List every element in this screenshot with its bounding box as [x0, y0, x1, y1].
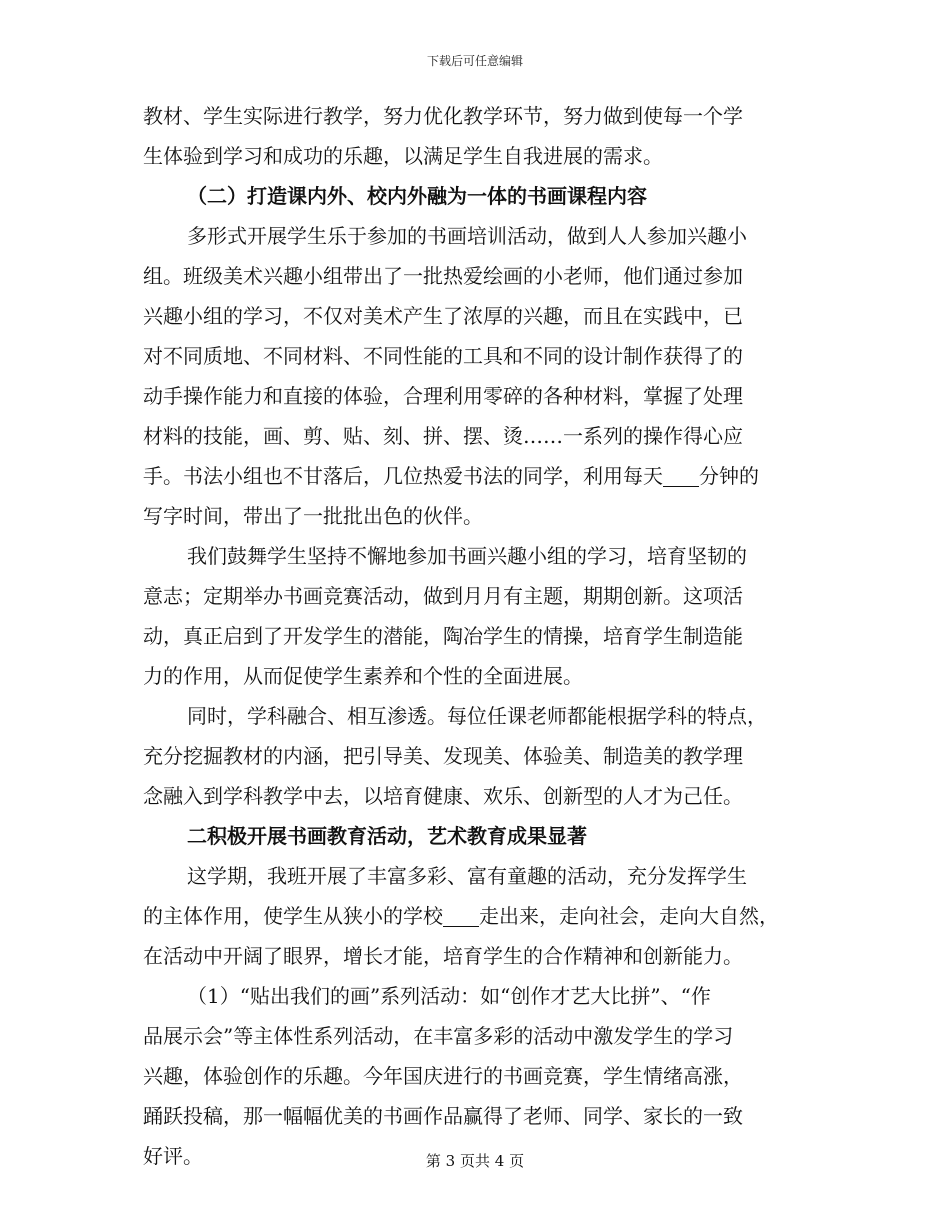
text-segment: 分钟的	[699, 464, 759, 488]
paragraph-line: 写字时间，带出了一批批出色的伙伴。	[143, 504, 483, 528]
fill-in-blank	[443, 904, 479, 927]
paragraph-line	[143, 456, 815, 496]
paragraph-line: 生体验到学习和成功的乐趣，以满足学生自我进展的需求。	[143, 144, 663, 168]
section-heading: （二）打造课内外、校内外融为一体的书画课程内容	[187, 184, 647, 208]
paragraph-line: 同时，学科融合、相互渗透。每位任课老师都能根据学科的特点，	[187, 704, 767, 728]
paragraph-line: 这学期，我班开展了丰富多彩、富有童趣的活动，充分发挥学生	[187, 864, 747, 888]
text-segment: 手。书法小组也不甘落后，几位热爱书法的同学，利用每天	[143, 464, 663, 488]
paragraph-line: 踊跃投稿，那一幅幅优美的书画作品赢得了老师、同学、家长的一致	[143, 1104, 743, 1128]
paragraph-line: 教材、学生实际进行教学，努力优化教学环节，努力做到使每一个学	[143, 104, 743, 128]
paragraph-line: 好评。	[143, 1144, 203, 1168]
page-header: 下载后可任意编辑	[426, 54, 523, 68]
paragraph-line: 组。班级美术兴趣小组带出了一批热爱绘画的小老师，他们通过参加	[143, 264, 743, 288]
paragraph-line: 意志；定期举办书画竞赛活动，做到月月有主题，期期创新。这项活	[143, 584, 743, 608]
paragraph-line: 我们鼓舞学生坚持不懈地参加书画兴趣小组的学习，培育坚韧的	[187, 544, 747, 568]
page-footer: 第 3 页共 4 页	[425, 1152, 525, 1170]
section-heading: 二积极开展书画教育活动，艺术教育成果显著	[187, 824, 587, 848]
paragraph-line: （1）“贴出我们的画”系列活动：如“创作才艺大比拼”、“作	[187, 984, 711, 1008]
paragraph-line: 多形式开展学生乐于参加的书画培训活动，做到人人参加兴趣小	[187, 224, 747, 248]
text-segment: 的主体作用，使学生从狭小的学校	[143, 904, 443, 928]
paragraph-line: 念融入到学科教学中去，以培育健康、欢乐、创新型的人才为己任。	[143, 784, 743, 808]
paragraph-line: 力的作用，从而促使学生素养和个性的全面进展。	[143, 664, 583, 688]
paragraph-line: 动手操作能力和直接的体验，合理利用零碎的各种材料，掌握了处理	[143, 384, 743, 408]
paragraph-line: 充分挖掘教材的内涵，把引导美、发现美、体验美、制造美的教学理	[143, 744, 743, 768]
paragraph-line: 在活动中开阔了眼界，增长才能，培育学生的合作精神和创新能力。	[143, 944, 743, 968]
paragraph-line: 品展示会”等主体性系列活动，在丰富多彩的活动中激发学生的学习	[143, 1024, 734, 1048]
fill-in-blank	[663, 464, 699, 487]
document-body	[143, 96, 815, 1176]
paragraph-line: 动，真正启到了开发学生的潜能，陶冶学生的情操，培育学生制造能	[143, 624, 743, 648]
paragraph-line	[143, 896, 815, 936]
paragraph-line: 材料的技能，画、剪、贴、刻、拼、摆、烫……一系列的操作得心应	[143, 424, 743, 448]
text-segment: 走出来，走向社会，走向大自然，	[479, 904, 779, 928]
paragraph-line: 兴趣小组的学习，不仅对美术产生了浓厚的兴趣，而且在实践中，已	[143, 304, 743, 328]
paragraph-line: 对不同质地、不同材料、不同性能的工具和不同的设计制作获得了的	[143, 344, 743, 368]
paragraph-line: 兴趣，体验创作的乐趣。今年国庆进行的书画竞赛，学生情绪高涨，	[143, 1064, 743, 1088]
